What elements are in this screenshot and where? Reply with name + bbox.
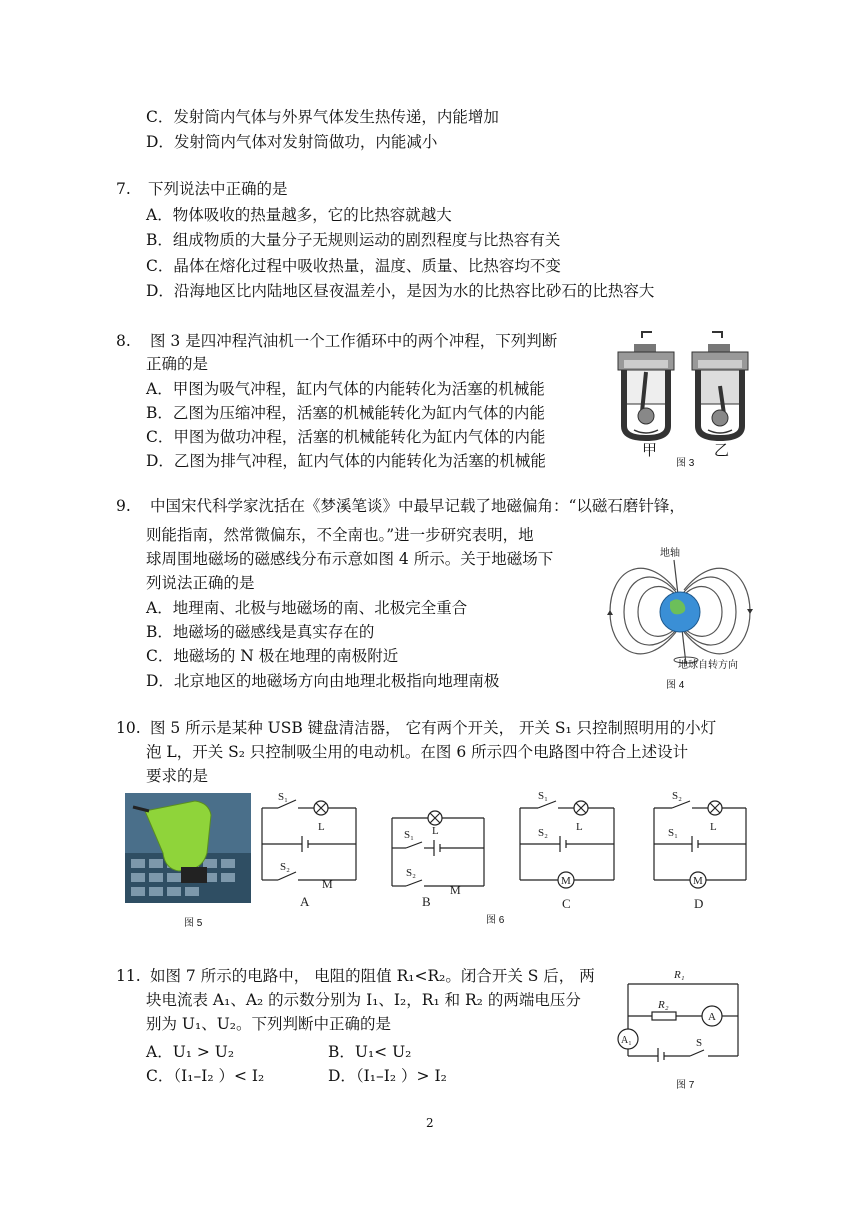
circuit-b-s2-label: S₂ <box>406 867 416 879</box>
circuit-a-s1-label: S₁ <box>278 791 288 803</box>
q8-option-c: C．甲图为做功冲程，活塞的机械能转化为缸内气体的内能 <box>146 428 546 446</box>
q9-stem-line3: 球周围地磁场的磁感线分布示意如图 4 所示。关于地磁场下 <box>146 550 554 568</box>
q7-option-c: C．晶体在熔化过程中吸收热量，温度、质量、比热容均不变 <box>146 257 561 275</box>
q7-option-a: A．物体吸收的热量越多，它的比热容就越大 <box>146 206 452 224</box>
q9-number: 9. <box>116 497 131 515</box>
q9-stem-line4: 列说法正确的是 <box>146 574 255 592</box>
figure-5-caption: 图 5 <box>184 918 203 929</box>
circuit-a-s2-label: S₂ <box>280 861 290 873</box>
q9-stem-line1: 中国宋代科学家沈括在《梦溪笔谈》中最早记载了地磁偏角：“以磁石磨针锋， <box>150 497 685 515</box>
circuit-c-lamp-label: L <box>576 821 583 833</box>
circuit-b-lamp <box>428 811 442 825</box>
circuit-c-s1-label: S₁ <box>538 790 548 802</box>
q8-stem-line1: 图 3 是四冲程汽油机一个工作循环中的两个冲程，下列判断 <box>150 332 558 350</box>
figure-5-usb-cleaner-photo <box>125 793 251 903</box>
q11-option-a: A．U₁ > U₂ <box>146 1043 235 1061</box>
q9-option-b: B．地磁场的磁感线是真实存在的 <box>146 623 375 641</box>
figure-4-caption: 图 4 <box>666 680 685 691</box>
circuit-b-label: B <box>422 894 431 909</box>
figure-4-axis-label: 地轴 <box>660 548 680 559</box>
r2-label: R₂ <box>658 999 669 1011</box>
circuit-c-lamp <box>574 801 588 815</box>
q6-option-d: D．发射筒内气体对发射筒做功，内能减小 <box>146 133 438 151</box>
q8-option-a: A．甲图为吸气冲程，缸内气体的内能转化为活塞的机械能 <box>146 380 545 398</box>
circuit-c-s2-label: S₂ <box>538 827 548 839</box>
q9-option-c: C．地磁场的 N 极在地理的南极附近 <box>146 647 399 665</box>
q7-number: 7. <box>116 180 131 198</box>
cylinder-jia <box>618 332 674 438</box>
figure-3-engine-strokes <box>612 326 762 471</box>
q8-option-b: B．乙图为压缩冲程，活塞的机械能转化为缸内气体的内能 <box>146 404 545 422</box>
r1-label: R₁ <box>674 969 685 981</box>
q11-stem-line1: 如图 7 所示的电路中， 电阻的阻值 R₁<R₂。闭合开关 S 后， 两 <box>150 967 595 985</box>
q10-number: 10. <box>116 719 141 737</box>
figure-3-label-yi: 乙 <box>714 441 730 459</box>
circuit-a-lamp-label: L <box>318 821 325 833</box>
circuit-a <box>262 800 356 880</box>
figure-3-label-jia: 甲 <box>642 441 658 459</box>
figure-3-caption: 图 3 <box>676 458 695 469</box>
circuit-a-label: A <box>300 894 310 909</box>
q11-option-d: D．（I₁–I₂ ）> I₂ <box>328 1067 447 1085</box>
circuit-b-s1-label: S₁ <box>404 829 414 841</box>
q6-option-c: C．发射筒内气体与外界气体发生热传递，内能增加 <box>146 108 499 126</box>
circuit-a-motor-label: M <box>322 877 333 891</box>
q11-number: 11. <box>116 967 141 985</box>
q7-option-d: D．沿海地区比内陆地区昼夜温差小，是因为水的比热容比砂石的比热容大 <box>146 282 655 300</box>
q8-option-d: D．乙图为排气冲程，缸内气体的内能转化为活塞的机械能 <box>146 452 546 470</box>
figure-7-caption: 图 7 <box>676 1080 695 1091</box>
q9-stem-line2: 则能指南，然常微偏东，不全南也。”进一步研究表明，地 <box>146 526 534 544</box>
circuit-d-s1-label: S₁ <box>668 827 678 839</box>
q10-stem-line1: 图 5 所示是某种 USB 键盘清洁器， 它有两个开关， 开关 S₁ 只控制照明用的小灯 <box>150 719 717 737</box>
figure-6-caption: 图 6 <box>486 915 505 926</box>
circuit-d-s2-label: S₂ <box>672 790 682 802</box>
cylinder-yi <box>692 332 748 438</box>
ammeter-a-label: A <box>708 1011 716 1023</box>
q9-option-d: D．北京地区的地磁场方向由地理北极指向地理南极 <box>146 672 500 690</box>
q8-number: 8. <box>116 332 131 350</box>
circuit-d-lamp-label: L <box>710 821 717 833</box>
q7-option-b: B．组成物质的大量分子无规则运动的剧烈程度与比热容有关 <box>146 231 561 249</box>
q8-stem-line2: 正确的是 <box>146 355 209 373</box>
circuit-c-motor-label: M <box>561 875 571 887</box>
q10-stem-line2: 泡 L，开关 S₂ 只控制吸尘用的电动机。在图 6 所示四个电路图中符合上述设计 <box>146 743 689 761</box>
circuit-d-label: D <box>694 896 704 911</box>
page-number: 2 <box>426 1116 434 1130</box>
q11-option-b: B．U₁< U₂ <box>328 1043 412 1061</box>
circuit-d-motor-label: M <box>693 875 703 887</box>
q9-option-a: A．地理南、北极与地磁场的南、北极完全重合 <box>146 599 468 617</box>
q11-stem-line3: 别为 U₁、U₂。下列判断中正确的是 <box>146 1015 391 1033</box>
switch-s-label: S <box>696 1037 703 1049</box>
circuit-a-lamp <box>314 801 328 815</box>
circuit-b-lamp-label: L <box>432 825 439 837</box>
figure-7-circuit <box>612 962 742 1062</box>
q10-stem-line3: 要求的是 <box>146 767 209 785</box>
figure-6-circuits <box>256 786 758 914</box>
circuit-c-label: C <box>562 896 571 911</box>
q11-option-c: C．（I₁–I₂ ）< I₂ <box>146 1067 265 1085</box>
resistor-r2 <box>652 1012 676 1020</box>
ammeter-a1-label: A₁ <box>621 1035 632 1046</box>
q7-stem: 下列说法中正确的是 <box>148 180 288 198</box>
circuit-b-motor-label: M <box>450 883 461 897</box>
figure-4-rotation-label: 地球自转方向 <box>678 660 738 671</box>
q11-stem-line2: 块电流表 A₁、A₂ 的示数分别为 I₁、I₂，R₁ 和 R₂ 的两端电压分 <box>146 991 581 1009</box>
circuit-d-lamp <box>708 801 722 815</box>
